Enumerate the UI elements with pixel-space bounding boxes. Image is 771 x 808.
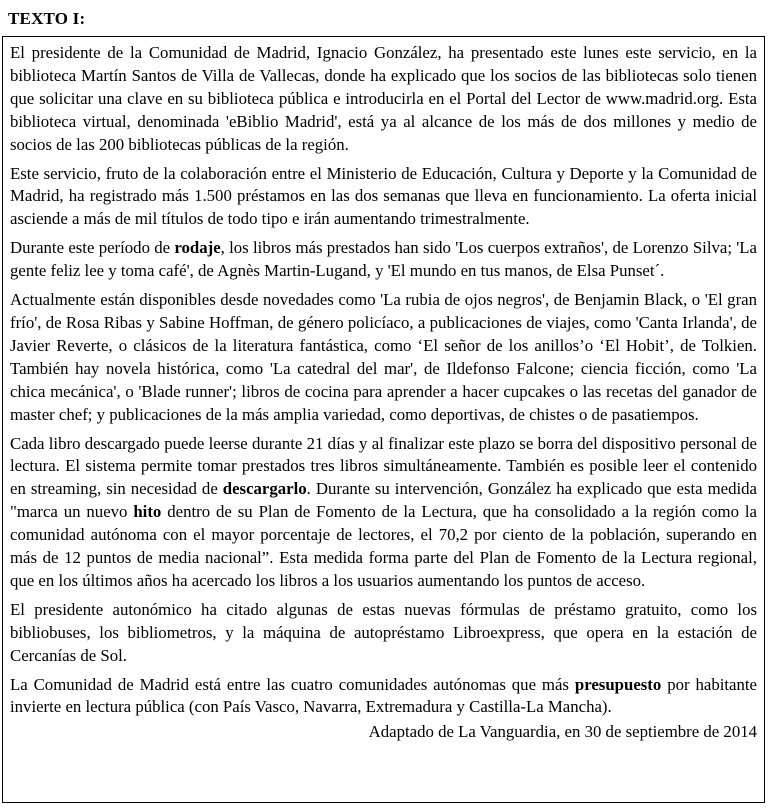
paragraph-1 (10, 42, 757, 157)
text-run: El presidente autonómico ha citado algunas de estas nuevas fórmulas de préstamo gratuito, como los bibliobuses, los bibliometros, y la máquina de autopréstamo Libroexpress, que opera en la estación de Cercanías de Sol. (10, 599, 757, 665)
paragraph-4 (10, 289, 757, 426)
text-run: Durante este período de (10, 238, 175, 258)
text-box (2, 36, 765, 803)
text-run: El presidente de la Comunidad de Madrid, Ignacio González, ha presentado este lunes este servicio, en la biblioteca Martín Santos de Villa de Vallecas, donde ha explicado que los socios de las bibliotecas solo tienen que solicitar una clave en su biblioteca pública e introducirla en el Portal del Lector de www.madrid.org. Esta biblioteca virtual, denominada 'eBiblio Madrid', está ya al alcance de los más de dos millones y medio de socios de las 200 bibliotecas públicas de la región. (10, 43, 757, 154)
paragraph-5 (10, 433, 757, 593)
paragraph-2 (10, 163, 757, 232)
bold-term: hito (133, 502, 162, 522)
text-run: Actualmente están disponibles desde novedades como 'La rubia de ojos negros', de Benjamin Black, o 'El gran frío', de Rosa Ribas y Sabine Hoffman, de género policíaco, a publicaciones de viajes, como 'Canta Irlanda', de Javier Reverte, o clásicos de la literatura fantástica, como ‘El señor de los anillos’o ‘El Hobit’, de Tolkien. También hay novela histórica, como 'La catedral del mar', de Ildefonso Falcone; ciencia ficción, como 'La chica mecánica', o 'Blade runner'; libros de cocina para aprender a hacer cupcakes o las recetas del ganador de master chef; y publicaciones de la más amplia variedad, como deportivas, de chistes o de pasatiempos. (10, 290, 757, 424)
article-body (10, 42, 757, 719)
text-run: dentro de su Plan de Fomento de la Lectura, que ha consolidado a la región como la comunidad autónoma con el mayor porcentaje de lectores, el 70,2 por ciento de la población, superando en más de 12 puntos de media nacional”. Esta medida forma parte del Plan de Fomento de la Lectura regional, que en los últimos años ha acercado los libros a los usuarios aumentando los puntos de acceso. (10, 502, 757, 590)
text-heading: TEXTO I: (8, 9, 86, 28)
bold-term: rodaje (174, 238, 221, 258)
paragraph-6 (10, 599, 757, 668)
text-run: Este servicio, fruto de la colaboración entre el Ministerio de Educación, Cultura y Deporte y la Comunidad de Madrid, ha registrado más 1.500 préstamos en las dos semanas que lleva en funcionamiento. La oferta inicial asciende a más de mil títulos de todo tipo e irán aumentando trimestralmente. (10, 163, 757, 229)
source-attribution: Adaptado de La Vanguardia, en 30 de septiembre de 2014 (368, 722, 757, 742)
text-run: La Comunidad de Madrid está entre las cuatro comunidades autónomas que más (10, 674, 575, 694)
text-run: por habitante invierte en lectura pública (con País Vasco, Navarra, Extremadura y Castilla-La Mancha). (10, 674, 757, 717)
text-run: Cada libro descargado puede leerse durante 21 días y al finalizar este plazo se borra del dispositivo personal de lectura. El sistema permite tomar prestados tres libros simultáneamente. También es posible leer el contenido en streaming, sin necesidad de (10, 433, 757, 499)
paragraph-7 (10, 674, 757, 720)
bold-term: presupuesto (574, 674, 662, 694)
text-run: , los libros más prestados han sido 'Los cuerpos extraños', de Lorenzo Silva; 'La gente feliz lee y toma café', de Agnès Martin-Lugand, y 'El mundo en tus manos, de Elsa Punset´. (10, 238, 757, 281)
bold-term: descargarlo (222, 479, 307, 499)
paragraph-3 (10, 237, 757, 283)
text-run: . Durante su intervención, González ha explicado que esta medida "marca un nuevo (10, 479, 757, 522)
